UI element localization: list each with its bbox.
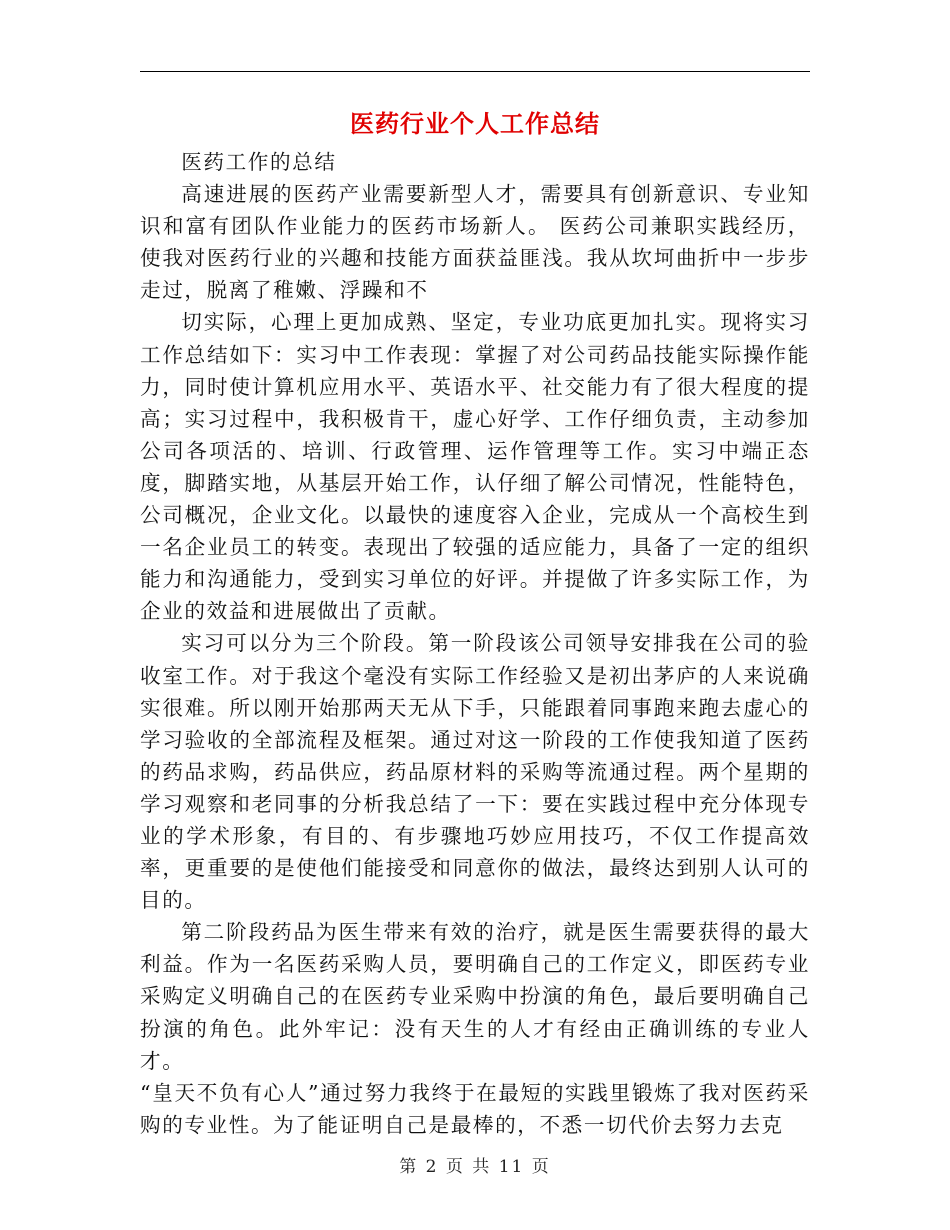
paragraph: “皇天不负有心人”通过努力我终于在最短的实践里锻炼了我对医药采购的专业性。为了能证明自己是最棒的，不悉一切代价去努力去克 [140,1080,810,1137]
page-number-footer: 第 2 页 共 11 页 [399,1157,551,1177]
paragraph: 切实际，心理上更加成熟、坚定，专业功底更加扎实。现将实习工作总结如下：实习中工作表现：掌握了对公司药品技能实际操作能力，同时使计算机应用水平、英语水平、社交能力有了很大程度的提高；实习过程中，我积极肯干，虚心好学、工作仔细负责，主动参加公司各项活的、培训、行政管理、运作管理等工作。实习中端正态度，脚踏实地，从基层开始工作，认仔细了解公司情况，性能特色，公司概况，企业文化。以最快的速度容入企业，完成从一个高校生到一名企业员工的转变。表现出了较强的适应能力，具备了一定的组织能力和沟通能力，受到实习单位的好评。并提做了许多实际工作，为企业的效益和进展做出了贡献。 [140,310,810,624]
document-body [140,146,810,1141]
paragraph: 医药工作的总结 [181,150,337,174]
paragraph: 第二阶段药品为医生带来有效的治疗，就是医生需要获得的最大利益。作为一名医药采购人员，要明确自己的工作定义，即医药专业采购定义明确自己的在医药专业采购中扮演的角色，最后要明确自己扮演的角色。此外牢记：没有天生的人才有经由正确训练的专业人才。 [140,920,810,1073]
paragraph: 实习可以分为三个阶段。第一阶段该公司领导安排我在公司的验收室工作。对于我这个毫没有实际工作经验又是初出茅庐的人来说确实很难。所以刚开始那两天无从下手，只能跟着同事跑来跑去虚心的学习验收的全部流程及框架。通过对这一阶段的工作使我知道了医药的药品求购，药品供应，药品原材料的采购等流通过程。两个星期的学习观察和老同事的分析我总结了一下：要在实践过程中充分体现专业的学术形象，有目的、有步骤地巧妙应用技巧，不仅工作提高效率，更重要的是使他们能接受和同意你的做法，最终达到别人认可的目的。 [140,631,810,913]
header-rule [140,71,810,72]
document-title: 医药行业个人工作总结 [350,109,600,138]
paragraph: 高速进展的医药产业需要新型人才，需要具有创新意识、专业知识和富有团队作业能力的医药市场新人。 医药公司兼职实践经历，使我对医药行业的兴趣和技能方面获益匪浅。我从坎坷曲折中一步步走过，脱离了稚嫩、浮躁和不 [140,182,810,303]
